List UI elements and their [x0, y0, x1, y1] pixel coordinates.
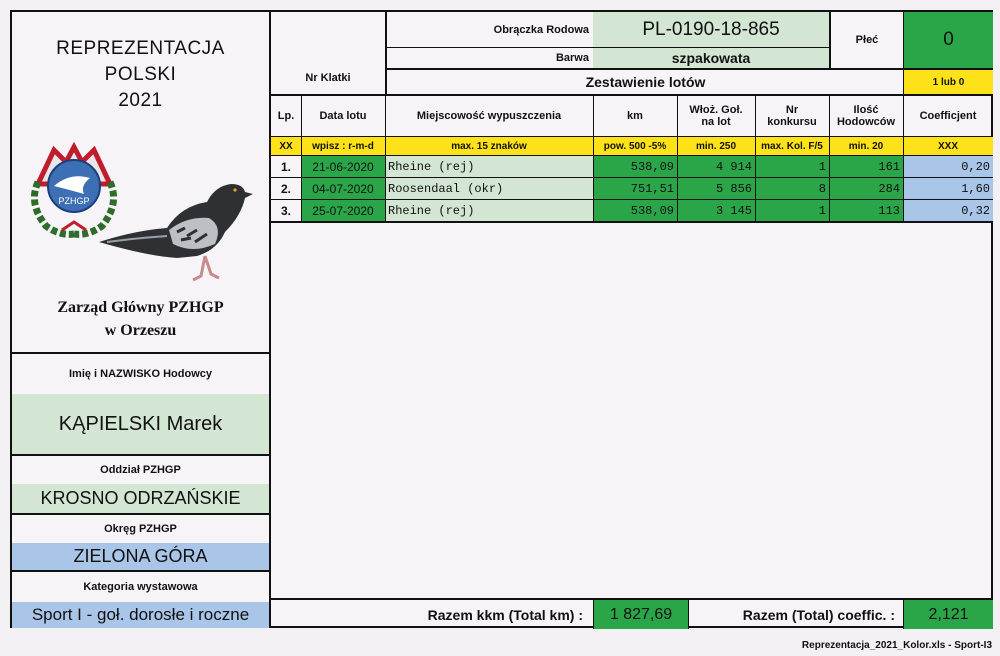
row-birds: 4 914 [677, 156, 755, 177]
hint-km: pow. 500 -5% [603, 140, 667, 152]
hint-place: max. 15 znaków [451, 140, 527, 152]
row-date: 25-07-2020 [301, 200, 385, 221]
color-label: Barwa [555, 52, 589, 64]
district-label: Okręg PZHGP [12, 513, 269, 543]
total-coef-label: Razem (Total) coeffic. : [742, 606, 895, 623]
sex-label: Płeć [855, 34, 879, 46]
col-birds [677, 96, 755, 136]
board-line: Zarząd Główny PZHGP [57, 299, 224, 316]
row-breeders: 284 [829, 178, 903, 199]
hint-lp: XX [279, 140, 293, 152]
col-birds-line1: Włoż. Goł. [689, 104, 743, 116]
hint-breeders: min. 20 [848, 140, 884, 152]
row-coef: 0,20 [903, 156, 993, 177]
branch-value: KROSNO ODRZAŃSKIE [12, 484, 269, 513]
row-lp: 3. [280, 203, 291, 218]
breeder-label: Imię i NAZWISKO Hodowcy [12, 352, 269, 394]
hint-date: wpisz : r-m-d [312, 140, 374, 152]
row-contest: 8 [755, 178, 829, 199]
title-block [12, 36, 269, 114]
col-place: Miejscowość wypuszczenia [416, 110, 562, 122]
total-coef-value: 2,121 [903, 600, 993, 629]
row-birds: 3 145 [677, 200, 755, 221]
ring-value: PL-0190-18-865 [593, 12, 829, 48]
row-km: 538,09 [593, 156, 677, 177]
col-contest-line1: Nr [785, 104, 799, 116]
flights-panel [271, 10, 993, 628]
pigeon-photo-icon [97, 172, 257, 292]
left-panel [10, 10, 271, 628]
hint-contest: max. Kol. F/5 [761, 140, 823, 152]
hint-coef: XXX [937, 140, 958, 152]
col-contest [755, 96, 829, 136]
district-value: ZIELONA GÓRA [12, 543, 269, 570]
total-km-value: 1 827,69 [593, 600, 689, 629]
file-footer: Reprezentacja_2021_Kolor.xls - Sport-I3 [801, 640, 992, 651]
category-value: Sport I - goł. dorosłe i roczne [12, 602, 269, 628]
row-km: 751,51 [593, 178, 677, 199]
breeder-name: KĄPIELSKI Marek [12, 394, 269, 454]
table-row [271, 156, 993, 177]
col-breeders-line2: Hodowców [836, 116, 896, 128]
row-date: 04-07-2020 [301, 178, 385, 199]
col-breeders [829, 96, 903, 136]
table-row [271, 178, 993, 199]
col-contest-line2: konkursu [767, 116, 817, 128]
emblem-label: PZHGP [58, 196, 90, 206]
total-km-label: Razem kkm (Total km) : [427, 606, 583, 623]
row-contest: 1 [755, 200, 829, 221]
col-breeders-line1: Ilość [853, 104, 879, 116]
sex-hint: 1 lub 0 [904, 70, 993, 94]
col-coef: Coefficjent [919, 110, 977, 122]
row-place: Roosendaal (okr) [385, 178, 593, 199]
row-coef: 1,60 [903, 178, 993, 199]
row-breeders: 113 [829, 200, 903, 221]
sex-value: 0 [904, 12, 993, 68]
board-line: w Orzeszu [104, 322, 177, 339]
row-place: Rheine (rej) [385, 156, 593, 177]
title-line: POLSKI [104, 64, 177, 85]
row-birds: 5 856 [677, 178, 755, 199]
title-line: REPREZENTACJA [56, 38, 225, 59]
title-line: 2021 [118, 90, 163, 111]
col-lp: Lp. [277, 110, 295, 122]
category-label: Kategoria wystawowa [12, 570, 269, 602]
row-coef: 0,32 [903, 200, 993, 221]
table-row [271, 200, 993, 221]
cage-label: Nr Klatki [305, 72, 351, 84]
ring-label: Obrączka Rodowa [493, 24, 589, 36]
board-name [12, 296, 269, 342]
branch-label: Oddział PZHGP [12, 454, 269, 484]
summary-title: Zestawienie lotów [585, 74, 706, 90]
row-date: 21-06-2020 [301, 156, 385, 177]
hint-birds: min. 250 [695, 140, 737, 152]
row-lp: 2. [280, 181, 291, 196]
row-breeders: 161 [829, 156, 903, 177]
row-km: 538,09 [593, 200, 677, 221]
color-value: szpakowata [593, 48, 829, 68]
row-place: Rheine (rej) [385, 200, 593, 221]
col-date: Data lotu [319, 110, 367, 122]
row-lp: 1. [280, 159, 291, 174]
col-km: km [627, 110, 643, 122]
col-birds-line2: na lot [701, 116, 731, 128]
row-contest: 1 [755, 156, 829, 177]
